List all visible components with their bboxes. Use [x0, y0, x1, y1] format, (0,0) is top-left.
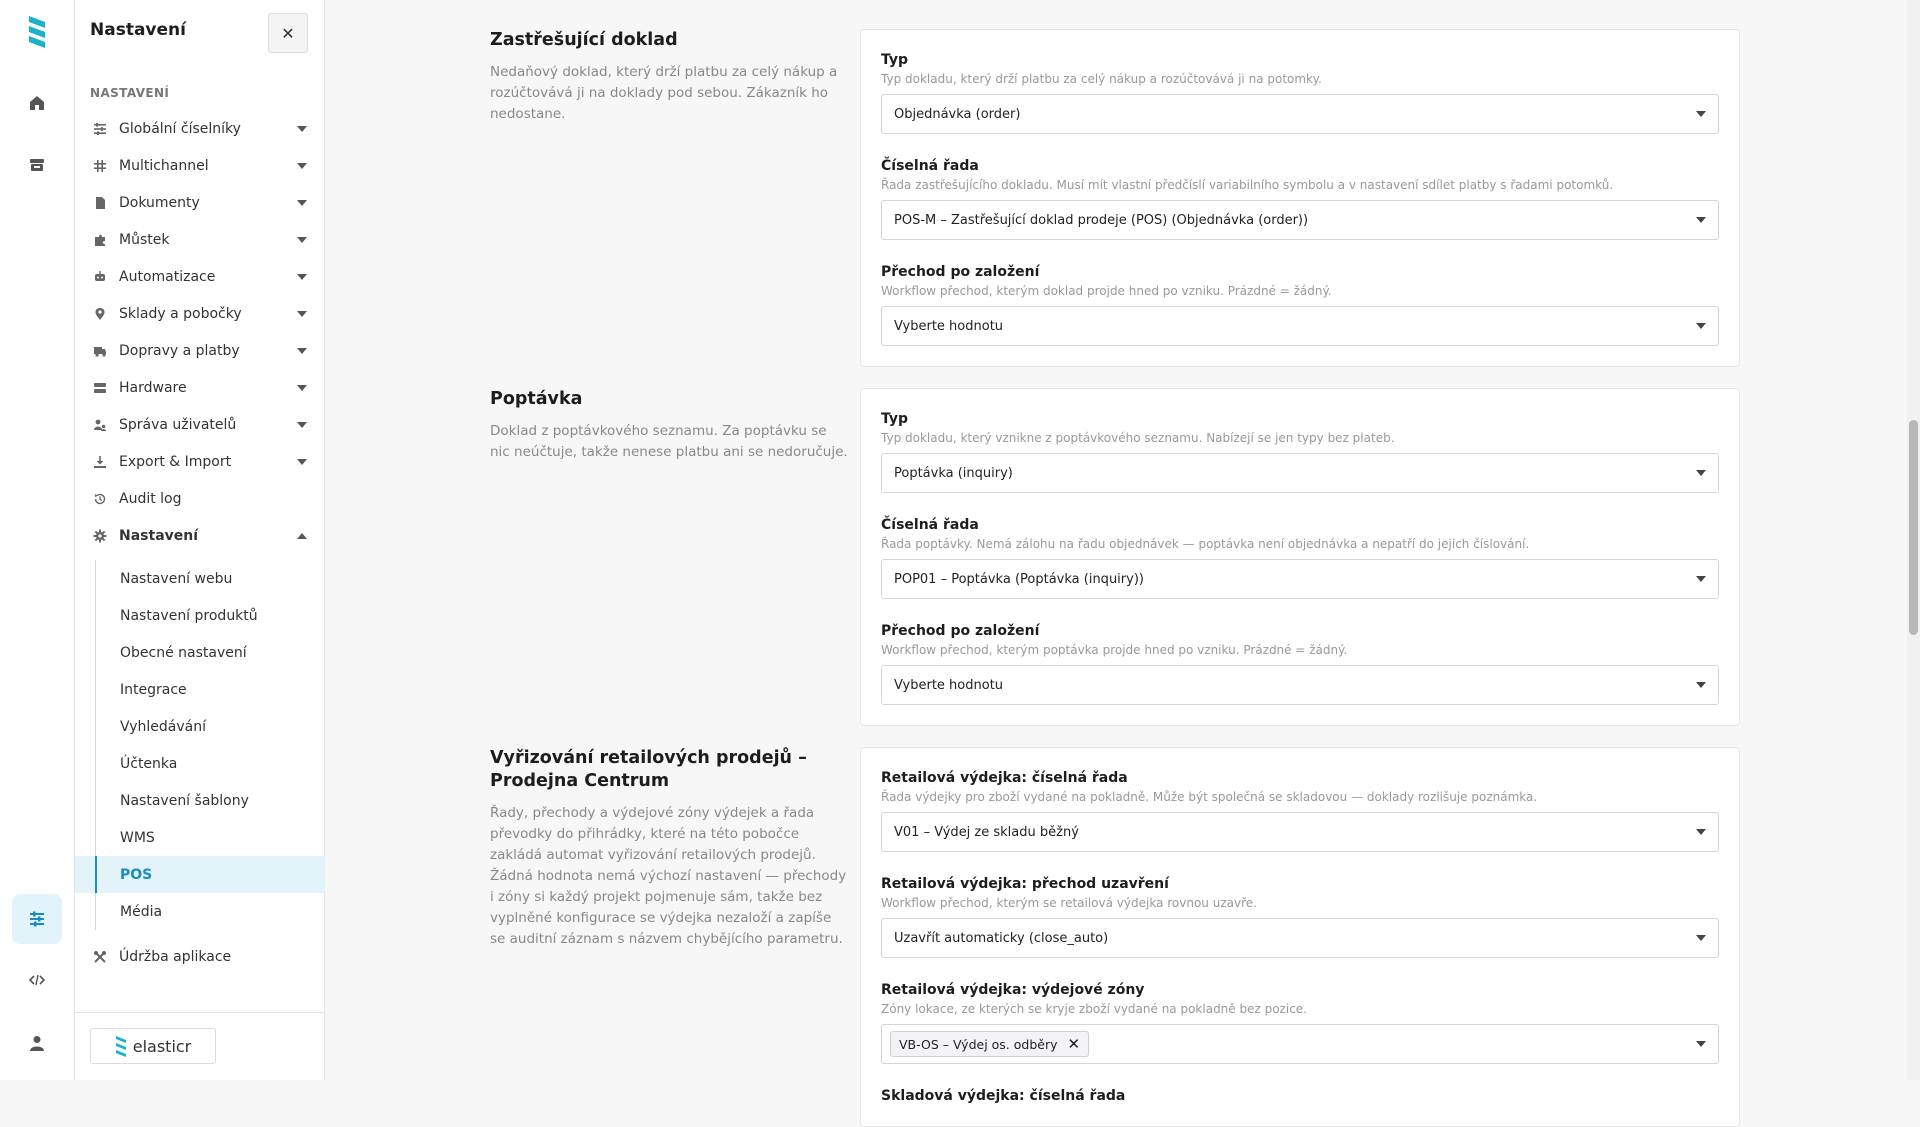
- prechod-select[interactable]: [881, 306, 1719, 346]
- chevron-down-icon: [1696, 323, 1706, 329]
- sidebar-subitem[interactable]: Obecné nastavení: [120, 644, 247, 661]
- ciselna-rada-select[interactable]: [881, 200, 1719, 240]
- section-description: Nedaňový doklad, který drží platbu za celý nákup a rozúčtovává ji na doklady pod sebou. Zákazník ho nedostane.: [490, 64, 838, 122]
- robot-icon: [92, 269, 108, 285]
- section-info: [490, 29, 850, 125]
- select-value: Uzavřít automaticky (close_auto): [894, 930, 1109, 946]
- sidebar-item-mustek[interactable]: [75, 221, 325, 258]
- select-value: V01 – Výdej ze skladu běžný: [894, 824, 1079, 840]
- sidebar-item-label: Globální číselníky: [119, 120, 241, 137]
- chevron-down-icon: [297, 200, 307, 206]
- settings-submenu: [75, 560, 325, 930]
- close-sidebar-button[interactable]: [268, 13, 308, 53]
- sliders-icon: [92, 121, 108, 137]
- sidebar-subitem[interactable]: Média: [120, 903, 163, 920]
- field-typ: [881, 50, 1719, 134]
- sidebar-item-label: Audit log: [119, 490, 182, 507]
- sidebar-item-audit-log[interactable]: [75, 480, 325, 517]
- section-description: Řady, přechody a výdejové zóny výdejek a řada převodky do přihrádky, které na této pobočce zakládá automat vyřizování retailových prodejů. Žádná hodnota nemá výchozí nastavení — přechody i zóny si každý projekt pojmenuje sám, takže bez vyplněné konfigurace se výdejka nezaloží a zapíše se auditní záznam s názvem chybějícího parametru.: [490, 805, 847, 947]
- sidebar-item-label: Můstek: [119, 231, 170, 248]
- sidebar-item-udrzba-aplikace[interactable]: [75, 938, 325, 975]
- select-value: Poptávka (inquiry): [894, 465, 1013, 481]
- sidebar-subitem[interactable]: Nastavení webu: [120, 570, 233, 587]
- sidebar-subitem[interactable]: Účtenka: [120, 755, 178, 772]
- field-label: Retailová výdejka: výdejové zóny: [881, 982, 1145, 998]
- gear-icon: [92, 528, 108, 544]
- settings-sliders-icon[interactable]: [12, 894, 62, 944]
- section-card: [860, 29, 1740, 367]
- tools-icon: [92, 949, 108, 965]
- field-label: Číselná řada: [881, 517, 979, 533]
- field-retailova-vydejka-ciselna-rada: [881, 768, 1719, 852]
- remove-chip-icon[interactable]: ✕: [1067, 1035, 1081, 1053]
- chevron-down-icon: [1696, 682, 1706, 688]
- section-description: Doklad z poptávkového seznamu. Za poptávku se nic neúčtuje, takže nenese platbu ani se nedoručuje.: [490, 423, 848, 460]
- sidebar-subitem[interactable]: Vyhledávání: [120, 718, 206, 735]
- field-ciselna-rada: [881, 515, 1719, 599]
- close-icon: ✕: [281, 23, 295, 43]
- download-icon: [92, 454, 108, 470]
- sidebar-item-label: Automatizace: [119, 268, 216, 285]
- puzzle-icon: [92, 232, 108, 248]
- field-help: Workflow přechod, kterým poptávka projde hned po vzniku. Prázdné = žádný.: [881, 643, 1348, 657]
- field-label: Číselná řada: [881, 158, 979, 174]
- sidebar-subitem[interactable]: Nastavení produktů: [120, 607, 258, 624]
- scrollbar-thumb[interactable]: [1909, 420, 1918, 635]
- sidebar-item-label: Dopravy a platby: [119, 342, 240, 359]
- sidebar-section-label: NASTAVENÍ: [90, 86, 170, 100]
- select-value: POS-M – Zastřešující doklad prodeje (POS) (Objednávka (order)): [894, 212, 1309, 228]
- home-icon[interactable]: [22, 88, 52, 118]
- chevron-down-icon: [1696, 935, 1706, 941]
- sidebar-item-dopravy-a-platby[interactable]: [75, 332, 325, 369]
- field-help: Typ dokladu, který drží platbu za celý nákup a rozúčtovává ji na potomky.: [881, 72, 1322, 86]
- field-help: Řada poptávky. Nemá zálohu na řadu objednávek — poptávka není objednávka a nepatří do jejich číslování.: [881, 537, 1530, 551]
- sidebar-item-globalni-ciselniky[interactable]: [75, 110, 325, 147]
- icon-rail: [0, 0, 75, 1080]
- sidebar-footer-divider: [75, 1012, 325, 1013]
- chevron-down-icon: [1696, 1041, 1706, 1047]
- typ-select[interactable]: [881, 453, 1719, 493]
- sidebar-item-label: Sklady a pobočky: [119, 305, 242, 322]
- sidebar-subitem[interactable]: WMS: [120, 829, 155, 846]
- chevron-down-icon: [1696, 111, 1706, 117]
- elasticr-logo-icon: [115, 1035, 127, 1057]
- brand-badge[interactable]: [90, 1028, 216, 1064]
- retail-zones-multiselect[interactable]: [881, 1024, 1719, 1064]
- chevron-up-icon: [297, 533, 307, 539]
- field-label: Typ: [881, 411, 909, 427]
- sidebar-item-label: Údržba aplikace: [119, 948, 232, 965]
- section-title: Poptávka: [490, 389, 583, 409]
- field-typ: [881, 409, 1719, 493]
- sidebar-subitem[interactable]: Integrace: [120, 681, 187, 698]
- chevron-down-icon: [297, 422, 307, 428]
- sidebar-item-label: Dokumenty: [119, 194, 200, 211]
- chevron-down-icon: [297, 274, 307, 280]
- field-help: Zóny lokace, ze kterých se kryje zboží vydané na pokladně bez pozice.: [881, 1002, 1307, 1016]
- field-label: Retailová výdejka: číselná řada: [881, 770, 1128, 786]
- retail-close-transition-select[interactable]: [881, 918, 1719, 958]
- section-info: [490, 747, 850, 950]
- section-title: Zastřešující doklad: [490, 30, 678, 50]
- sidebar-item-sprava-uzivatelu[interactable]: [75, 406, 325, 443]
- sidebar-item-hardware[interactable]: [75, 369, 325, 406]
- sidebar-item-label: Nastavení: [119, 527, 199, 544]
- field-ciselna-rada: [881, 156, 1719, 240]
- field-help: Workflow přechod, kterým doklad projde hned po vzniku. Prázdné = žádný.: [881, 284, 1332, 298]
- field-prechod-po-zalozeni: [881, 262, 1719, 346]
- field-label: Přechod po založení: [881, 623, 1040, 639]
- ciselna-rada-select[interactable]: [881, 559, 1719, 599]
- chevron-down-icon: [297, 237, 307, 243]
- truck-icon: [92, 343, 108, 359]
- multiselect-values: [894, 1031, 1696, 1057]
- sidebar-item-label: Export & Import: [119, 453, 232, 470]
- chevron-down-icon: [297, 385, 307, 391]
- users-icon: [92, 417, 108, 433]
- typ-select[interactable]: [881, 94, 1719, 134]
- map-pin-icon: [92, 306, 108, 322]
- sidebar-nav: [75, 110, 325, 975]
- field-label: Skladová výdejka: číselná řada: [881, 1088, 1126, 1104]
- chevron-down-icon: [297, 311, 307, 317]
- elasticr-logo-icon[interactable]: [25, 14, 49, 50]
- settings-sidebar: [75, 0, 325, 1080]
- sidebar-item-nastaveni[interactable]: [75, 517, 325, 554]
- select-placeholder: Vyberte hodnotu: [894, 677, 1004, 693]
- field-retailova-vydejka-prechod-uzavreni: [881, 874, 1719, 958]
- field-help: Typ dokladu, který vznikne z poptávkového seznamu. Nabízejí se jen typy bez plateb.: [881, 431, 1395, 445]
- field-prechod-po-zalozeni: [881, 621, 1719, 705]
- chevron-down-icon: [297, 348, 307, 354]
- chevron-down-icon: [1696, 217, 1706, 223]
- sidebar-item-dokumenty[interactable]: [75, 184, 325, 221]
- field-skladova-vydejka-ciselna-rada: [881, 1086, 1719, 1106]
- field-help: Workflow přechod, kterým se retailová výdejka rovnou uzavře.: [881, 896, 1257, 910]
- document-icon: [92, 195, 108, 211]
- zone-chip: [890, 1031, 1089, 1057]
- sidebar-subitem-active[interactable]: POS: [75, 856, 325, 893]
- channels-icon: [92, 158, 108, 174]
- chevron-down-icon: [1696, 576, 1706, 582]
- chevron-down-icon: [297, 126, 307, 132]
- field-label: Typ: [881, 52, 909, 68]
- prechod-select[interactable]: [881, 665, 1719, 705]
- section-info: [490, 388, 850, 463]
- sidebar-subitem[interactable]: Nastavení šablony: [120, 792, 249, 809]
- user-icon[interactable]: [22, 1028, 52, 1058]
- select-value: POP01 – Poptávka (Poptávka (inquiry)): [894, 571, 1144, 587]
- chevron-down-icon: [297, 163, 307, 169]
- sidebar-item-multichannel[interactable]: [75, 147, 325, 184]
- section-card: [860, 747, 1740, 1127]
- field-help: Řada výdejky pro zboží vydané na pokladně. Může být společná se skladovou — doklady rozlišuje poznámka.: [881, 790, 1538, 804]
- sidebar-title: Nastavení: [90, 20, 186, 40]
- field-help: Řada zastřešujícího dokladu. Musí mít vlastní předčíslí variabilního symbolu a v nastavení sdílet platby s řadami potomků.: [881, 178, 1614, 192]
- sidebar-item-automatizace[interactable]: [75, 258, 325, 295]
- sidebar-item-label: Hardware: [119, 379, 187, 396]
- section-title: Vyřizování retailových prodejů – Prodejna Centrum: [490, 748, 807, 791]
- sidebar-item-label: Správa uživatelů: [119, 416, 237, 433]
- field-label: Přechod po založení: [881, 264, 1040, 280]
- field-label: Retailová výdejka: přechod uzavření: [881, 876, 1169, 892]
- code-icon[interactable]: [22, 965, 52, 995]
- select-value: Objednávka (order): [894, 106, 1021, 122]
- history-icon: [92, 491, 108, 507]
- chevron-down-icon: [297, 459, 307, 465]
- retail-series-select[interactable]: [881, 812, 1719, 852]
- select-placeholder: Vyberte hodnotu: [894, 318, 1004, 334]
- sidebar-item-export-import[interactable]: [75, 443, 325, 480]
- main-content: [325, 0, 1907, 1104]
- chip-label: VB-OS – Výdej os. odběry: [899, 1036, 1058, 1052]
- chevron-down-icon: [1696, 829, 1706, 835]
- section-card: [860, 388, 1740, 726]
- field-retailova-vydejka-vydejove-zony: [881, 980, 1719, 1064]
- sidebar-item-sklady-a-pobocky[interactable]: [75, 295, 325, 332]
- chevron-down-icon: [1696, 470, 1706, 476]
- store-icon[interactable]: [22, 150, 52, 180]
- server-icon: [92, 380, 108, 396]
- brand-name: elasticr: [132, 1036, 192, 1056]
- sidebar-item-label: Multichannel: [119, 157, 209, 174]
